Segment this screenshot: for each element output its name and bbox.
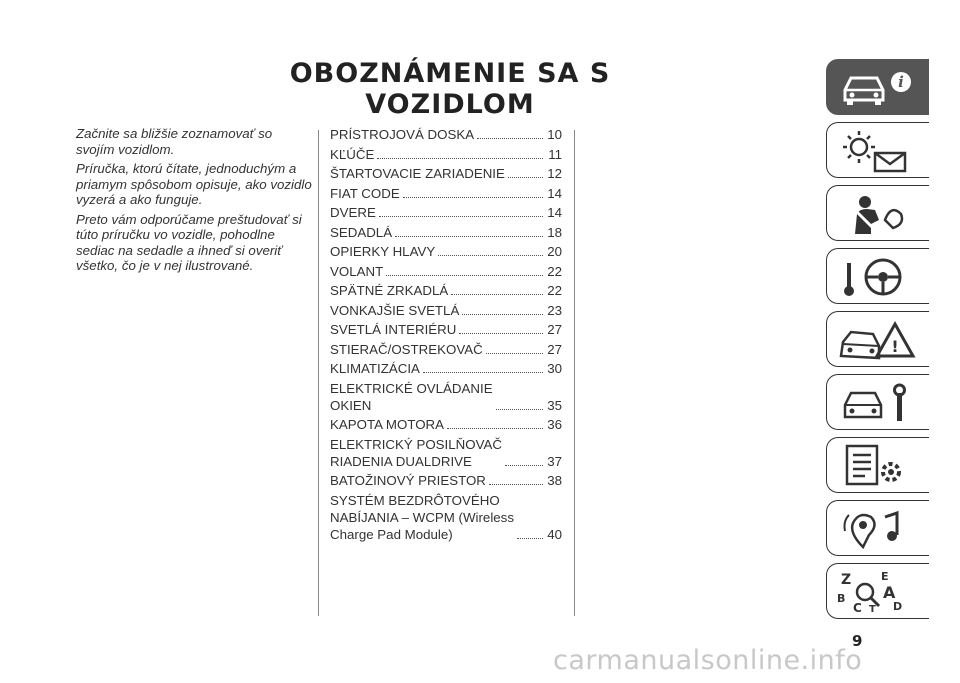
toc-entry-page: 20 (547, 244, 562, 259)
toc-leader-dots (477, 138, 543, 139)
toc-entry[interactable] (330, 282, 562, 299)
toc-entry[interactable] (330, 146, 562, 163)
toc-entry[interactable] (330, 224, 562, 241)
toc-leader-dots (403, 197, 543, 198)
svg-text:!: ! (891, 337, 899, 356)
toc-entry-page: 12 (547, 166, 562, 181)
toc-entry-title: KAPOTA MOTORA (330, 417, 445, 432)
toc-leader-dots (517, 538, 543, 539)
svg-text:C: C (853, 601, 862, 615)
toc-leader-dots (508, 177, 543, 178)
toc-entry[interactable] (330, 492, 562, 543)
toc-leader-dots (505, 465, 543, 466)
toc-leader-dots (386, 275, 543, 276)
toc-leader-dots (447, 428, 543, 429)
toc-entry-page: 35 (547, 397, 562, 413)
toc-leader-dots (377, 158, 543, 159)
intro-text (76, 126, 312, 278)
toc-entry-page: 14 (547, 205, 562, 220)
tab-safety[interactable] (826, 185, 929, 241)
toc-entry[interactable] (330, 185, 562, 202)
toc-entry-title: BATOŽINOVÝ PRIESTOR (330, 473, 486, 488)
intro-paragraph: Príručka, ktorú čítate, jednoduchým a priamym spôsobom opisuje, ako vozidlo vyzerá a ako funguje. (76, 161, 312, 207)
tab-alphabetical-index[interactable] (826, 563, 929, 619)
tab-multimedia[interactable] (826, 500, 929, 556)
toc-entry[interactable] (330, 436, 562, 470)
seatbelt-airbag-icon (835, 190, 925, 238)
toc-entry-title: PRÍSTROJOVÁ DOSKA (330, 127, 475, 142)
toc-entry[interactable] (330, 341, 562, 358)
key-steering-wheel-icon (835, 253, 925, 301)
column-divider (318, 130, 319, 616)
toc-entry-title: ŠTARTOVACIE ZARIADENIE (330, 166, 505, 181)
toc-entry-title: VOLANT (330, 263, 384, 279)
toc-leader-dots (395, 236, 543, 237)
svg-text:T: T (869, 604, 876, 615)
toc-entry[interactable] (330, 380, 562, 414)
toc-entry-page: 38 (547, 473, 562, 488)
toc-entry[interactable] (330, 165, 562, 182)
toc-entry-title: FIAT CODE (330, 185, 400, 201)
toc-entry-title: DVERE (330, 205, 376, 220)
toc-leader-dots (379, 216, 543, 217)
toc-entry-page: 22 (547, 283, 562, 298)
tab-warning-lights[interactable] (826, 122, 929, 178)
intro-paragraph: Začnite sa bližšie zoznamovať so svojím vozidlom. (76, 126, 273, 157)
toc-entry-title: VONKAJŠIE SVETLÁ (330, 302, 460, 318)
svg-text:A: A (883, 583, 896, 602)
toc-entry-title: ELEKTRICKÉ OVLÁDANIE OKIEN (330, 380, 493, 413)
toc-entry-page: 18 (547, 224, 562, 240)
toc-entry-page: 27 (547, 341, 562, 357)
toc-entry[interactable] (330, 204, 562, 221)
toc-leader-dots (451, 294, 543, 295)
toc-entry-page: 22 (547, 263, 562, 279)
warning-lights-icon (835, 127, 925, 175)
toc-entry-title: SPÄTNÉ ZRKADLÁ (330, 283, 449, 298)
technical-data-icon (835, 442, 925, 490)
watermark: carmanualsonline.info (553, 645, 863, 676)
toc-entry-page: 14 (547, 185, 562, 201)
toc-leader-dots (496, 409, 543, 410)
toc-entry-page: 30 (547, 361, 562, 376)
toc-entry[interactable] (330, 416, 562, 433)
toc-entry-page: 27 (547, 322, 562, 337)
toc-entry-page: 23 (547, 302, 562, 318)
svg-text:D: D (893, 600, 903, 613)
toc-entry-title: STIERAČ/OSTREKOVAČ (330, 341, 483, 357)
svg-text:B: B (837, 592, 846, 605)
toc-entry-title: OPIERKY HLAVY (330, 244, 436, 259)
toc-entry-page: 36 (547, 417, 562, 432)
page-title: OBOZNÁMENIE SA S VOZIDLOM (289, 58, 611, 120)
svg-text:i: i (898, 73, 904, 91)
toc-entry[interactable] (330, 263, 562, 280)
column-divider (574, 130, 575, 616)
table-of-contents (330, 126, 562, 545)
emergency-breakdown-icon (835, 316, 925, 364)
toc-leader-dots (423, 372, 543, 373)
car-maintenance-icon (835, 379, 925, 427)
tab-emergency[interactable] (826, 311, 929, 367)
tab-technical-data[interactable] (826, 437, 929, 493)
svg-text:E: E (881, 570, 889, 583)
toc-entry-title: KĽÚČE (330, 146, 375, 162)
toc-entry-title: SEDADLÁ (330, 224, 393, 240)
toc-entry[interactable] (330, 472, 562, 489)
tab-car-info[interactable] (826, 59, 929, 115)
toc-entry[interactable] (330, 243, 562, 260)
toc-entry[interactable] (330, 302, 562, 319)
toc-entry[interactable] (330, 360, 562, 377)
toc-leader-dots (489, 484, 543, 485)
tab-starting-driving[interactable] (826, 248, 929, 304)
toc-entry-page: 10 (547, 127, 562, 142)
toc-leader-dots (459, 333, 543, 334)
page-number: 9 (852, 632, 863, 650)
toc-leader-dots (438, 255, 543, 256)
toc-entry-page: 40 (547, 526, 562, 542)
toc-entry-title: SYSTÉM BEZDRÔTOVÉHO NABÍJANIA – WCPM (Wireless Charge Pad Module) (330, 492, 514, 542)
car-info-icon (835, 64, 925, 112)
tab-maintenance[interactable] (826, 374, 929, 430)
alphabetical-index-icon (835, 568, 925, 616)
toc-entry-page: 37 (547, 453, 562, 469)
intro-paragraph: Preto vám odporúčame preštudovať si túto príručku vo vozidle, pohodlne sediac na sedadle a ihneď si overiť všetko, čo je v nej ilustrované. (76, 211, 302, 273)
toc-entry-page: 11 (548, 146, 562, 162)
svg-text:Z: Z (841, 572, 852, 588)
multimedia-icon (835, 505, 925, 553)
toc-entry[interactable] (330, 126, 562, 143)
toc-entry-title: SVETLÁ INTERIÉRU (330, 322, 457, 337)
toc-entry-title: KLIMATIZÁCIA (330, 361, 420, 376)
toc-leader-dots (486, 353, 543, 354)
toc-entry-title: ELEKTRICKÝ POSILŇOVAČ RIADENIA DUALDRIVE (330, 436, 502, 469)
toc-entry[interactable] (330, 321, 562, 338)
toc-leader-dots (462, 314, 543, 315)
